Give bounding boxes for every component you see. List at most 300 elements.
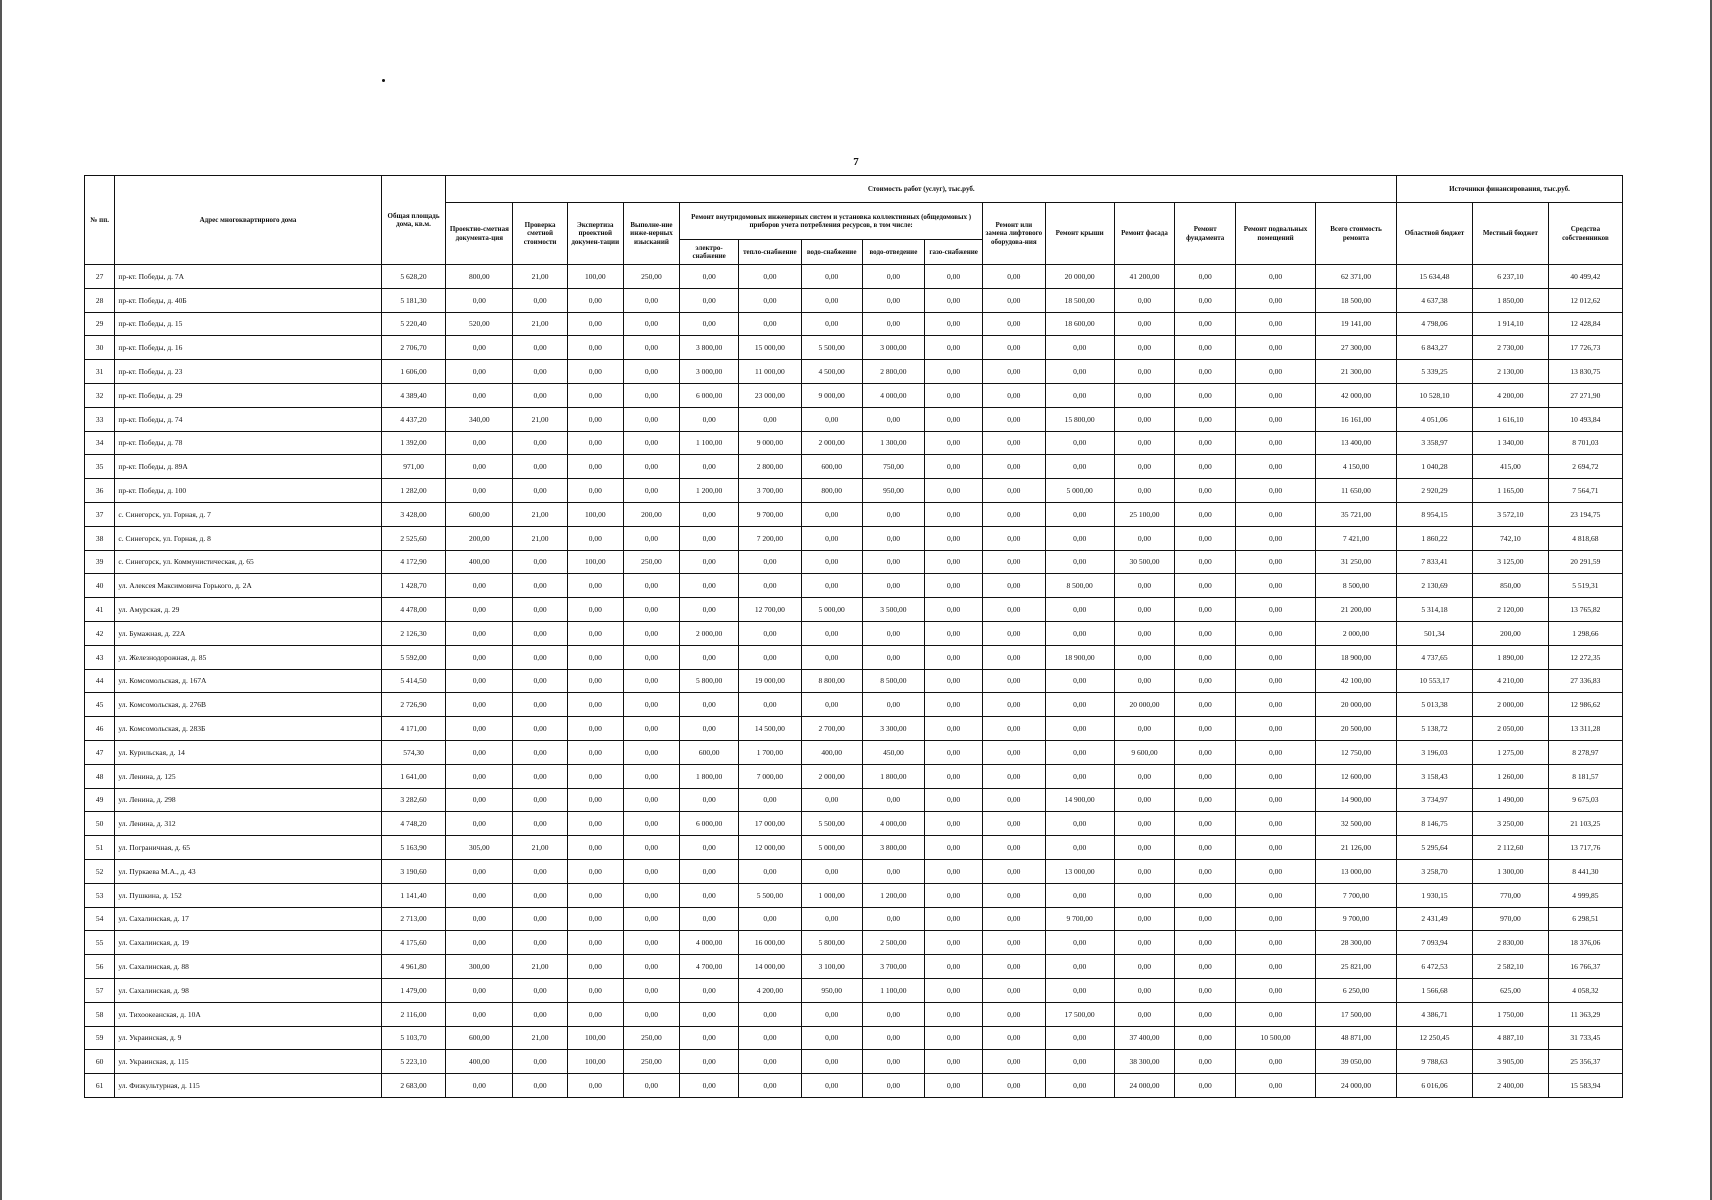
row-value: 0,00 — [1175, 1026, 1236, 1050]
table-row — [85, 1002, 1623, 1026]
row-value: 100,00 — [567, 265, 623, 289]
row-value: 0,00 — [680, 526, 739, 550]
row-address: ул. Бумажная, д. 22А — [115, 621, 381, 645]
header-owners: Средства собственников — [1548, 203, 1622, 265]
row-value: 0,00 — [925, 740, 983, 764]
row-value: 0,00 — [925, 550, 983, 574]
row-address: с. Синегорск, ул. Горная, д. 8 — [115, 526, 381, 550]
row-value: 0,00 — [1175, 431, 1236, 455]
row-value: 0,00 — [1175, 669, 1236, 693]
row-value: 0,00 — [567, 931, 623, 955]
row-value: 0,00 — [446, 788, 513, 812]
row-value: 0,00 — [567, 907, 623, 931]
row-value: 7 200,00 — [739, 526, 802, 550]
table-row — [85, 431, 1623, 455]
row-value: 4 478,00 — [381, 598, 446, 622]
row-value: 8 441,30 — [1548, 859, 1622, 883]
row-value: 13 830,75 — [1548, 360, 1622, 384]
row-value: 0,00 — [623, 836, 680, 860]
row-value: 0,00 — [1114, 574, 1175, 598]
header-cost-group: Стоимость работ (услуг), тыс.руб. — [446, 176, 1397, 203]
table-row — [85, 1050, 1623, 1074]
row-value: 0,00 — [982, 645, 1045, 669]
row-value: 10 500,00 — [1236, 1026, 1316, 1050]
row-number: 45 — [85, 693, 115, 717]
row-value: 17 726,73 — [1548, 336, 1622, 360]
row-value: 0,00 — [1175, 550, 1236, 574]
row-number: 30 — [85, 336, 115, 360]
row-address: ул. Пуркаева М.А., д. 43 — [115, 859, 381, 883]
row-value: 0,00 — [801, 265, 862, 289]
row-value: 12 012,62 — [1548, 288, 1622, 312]
row-value: 0,00 — [862, 907, 925, 931]
row-value: 0,00 — [982, 479, 1045, 503]
row-value: 0,00 — [513, 598, 568, 622]
row-value: 0,00 — [446, 859, 513, 883]
row-value: 0,00 — [623, 455, 680, 479]
row-value: 2 126,30 — [381, 621, 446, 645]
row-value: 8 701,03 — [1548, 431, 1622, 455]
row-value: 200,00 — [1472, 621, 1548, 645]
row-value: 0,00 — [623, 336, 680, 360]
row-value: 2 400,00 — [1472, 1074, 1548, 1098]
row-value: 0,00 — [925, 764, 983, 788]
row-value: 0,00 — [446, 693, 513, 717]
row-value: 0,00 — [982, 598, 1045, 622]
row-value: 0,00 — [446, 717, 513, 741]
row-value: 0,00 — [1236, 788, 1316, 812]
row-value: 0,00 — [1045, 836, 1114, 860]
row-value: 1 300,00 — [1472, 859, 1548, 883]
row-value: 0,00 — [1175, 288, 1236, 312]
row-value: 4 150,00 — [1316, 455, 1397, 479]
row-value: 0,00 — [1114, 883, 1175, 907]
row-value: 5 000,00 — [801, 836, 862, 860]
header-funding-group: Источники финансирования, тыс.руб. — [1397, 176, 1623, 203]
row-address: ул. Тихоокеанская, д. 10А — [115, 1002, 381, 1026]
row-value: 4 961,80 — [381, 955, 446, 979]
row-value: 0,00 — [1236, 265, 1316, 289]
header-local: Местный бюджет — [1472, 203, 1548, 265]
row-value: 5 000,00 — [801, 598, 862, 622]
row-value: 0,00 — [513, 455, 568, 479]
row-value: 1 282,00 — [381, 479, 446, 503]
row-value: 13 000,00 — [1316, 859, 1397, 883]
row-value: 0,00 — [1236, 907, 1316, 931]
row-value: 0,00 — [1175, 693, 1236, 717]
row-value: 0,00 — [982, 312, 1045, 336]
row-value: 2 683,00 — [381, 1074, 446, 1098]
header-check: Проверка сметной стоимости — [513, 203, 568, 265]
header-water: водо-снабжение — [801, 240, 862, 265]
row-address: ул. Пушкина, д. 152 — [115, 883, 381, 907]
row-value: 21,00 — [513, 407, 568, 431]
row-value: 450,00 — [862, 740, 925, 764]
row-value: 0,00 — [1236, 1050, 1316, 1074]
row-value: 0,00 — [1236, 859, 1316, 883]
row-value: 0,00 — [1175, 717, 1236, 741]
row-value: 0,00 — [925, 502, 983, 526]
row-value: 5 223,10 — [381, 1050, 446, 1074]
row-value: 3 800,00 — [680, 336, 739, 360]
row-value: 6 000,00 — [680, 812, 739, 836]
row-value: 0,00 — [925, 836, 983, 860]
row-value: 0,00 — [982, 717, 1045, 741]
row-value: 0,00 — [567, 479, 623, 503]
row-value: 0,00 — [1175, 383, 1236, 407]
row-value: 0,00 — [623, 978, 680, 1002]
row-value: 3 500,00 — [862, 598, 925, 622]
row-number: 32 — [85, 383, 115, 407]
row-value: 3 258,70 — [1397, 859, 1473, 883]
row-value: 0,00 — [680, 836, 739, 860]
row-value: 0,00 — [513, 574, 568, 598]
row-value: 800,00 — [446, 265, 513, 289]
row-address: ул. Железнодорожная, д. 85 — [115, 645, 381, 669]
row-value: 0,00 — [1045, 693, 1114, 717]
row-value: 1 298,66 — [1548, 621, 1622, 645]
row-value: 0,00 — [567, 574, 623, 598]
row-value: 0,00 — [513, 360, 568, 384]
row-value: 14 900,00 — [1045, 788, 1114, 812]
row-value: 21 126,00 — [1316, 836, 1397, 860]
row-value: 0,00 — [925, 288, 983, 312]
table-row — [85, 1026, 1623, 1050]
row-value: 0,00 — [623, 931, 680, 955]
row-value: 0,00 — [680, 645, 739, 669]
row-value: 0,00 — [680, 312, 739, 336]
row-value: 0,00 — [680, 859, 739, 883]
row-value: 2 730,00 — [1472, 336, 1548, 360]
row-address: ул. Комсомольская, д. 167А — [115, 669, 381, 693]
row-value: 625,00 — [1472, 978, 1548, 1002]
row-value: 0,00 — [739, 621, 802, 645]
row-number: 56 — [85, 955, 115, 979]
row-value: 41 200,00 — [1114, 265, 1175, 289]
row-value: 1 200,00 — [680, 479, 739, 503]
row-value: 0,00 — [680, 1050, 739, 1074]
row-value: 1 000,00 — [801, 883, 862, 907]
row-value: 0,00 — [446, 883, 513, 907]
row-value: 0,00 — [925, 1026, 983, 1050]
row-value: 16 000,00 — [739, 931, 802, 955]
row-value: 3 250,00 — [1472, 812, 1548, 836]
row-value: 0,00 — [513, 740, 568, 764]
row-value: 2 112,60 — [1472, 836, 1548, 860]
row-value: 4 000,00 — [680, 931, 739, 955]
row-value: 0,00 — [513, 978, 568, 1002]
table-row — [85, 931, 1623, 955]
row-value: 0,00 — [982, 621, 1045, 645]
row-value: 1 428,70 — [381, 574, 446, 598]
row-value: 0,00 — [567, 812, 623, 836]
row-value: 48 871,00 — [1316, 1026, 1397, 1050]
row-value: 0,00 — [1175, 360, 1236, 384]
table-row — [85, 455, 1623, 479]
row-value: 21,00 — [513, 526, 568, 550]
row-value: 8 800,00 — [801, 669, 862, 693]
table-row — [85, 645, 1623, 669]
row-value: 0,00 — [982, 574, 1045, 598]
row-number: 58 — [85, 1002, 115, 1026]
table-row — [85, 836, 1623, 860]
row-value: 0,00 — [446, 764, 513, 788]
row-value: 9 000,00 — [801, 383, 862, 407]
row-value: 5 414,50 — [381, 669, 446, 693]
row-address: ул. Украинская, д. 115 — [115, 1050, 381, 1074]
row-value: 21 103,25 — [1548, 812, 1622, 836]
row-value: 3 300,00 — [862, 717, 925, 741]
header-total: Всего стоимость ремонта — [1316, 203, 1397, 265]
row-value: 0,00 — [1114, 645, 1175, 669]
row-value: 0,00 — [623, 621, 680, 645]
row-value: 0,00 — [1175, 907, 1236, 931]
row-value: 0,00 — [1045, 502, 1114, 526]
row-address: с. Синегорск, ул. Коммунистическая, д. 65 — [115, 550, 381, 574]
row-value: 0,00 — [982, 502, 1045, 526]
row-value: 1 392,00 — [381, 431, 446, 455]
row-value: 0,00 — [623, 955, 680, 979]
row-value: 0,00 — [623, 479, 680, 503]
table-row — [85, 360, 1623, 384]
row-value: 0,00 — [513, 336, 568, 360]
row-value: 0,00 — [567, 407, 623, 431]
row-value: 3 572,10 — [1472, 502, 1548, 526]
row-value: 0,00 — [982, 883, 1045, 907]
row-number: 48 — [85, 764, 115, 788]
row-value: 0,00 — [1045, 336, 1114, 360]
row-value: 11 363,29 — [1548, 1002, 1622, 1026]
row-value: 0,00 — [1236, 431, 1316, 455]
row-value: 0,00 — [1114, 788, 1175, 812]
row-value: 42 100,00 — [1316, 669, 1397, 693]
row-value: 15 000,00 — [739, 336, 802, 360]
row-value: 7 421,00 — [1316, 526, 1397, 550]
row-value: 100,00 — [567, 1026, 623, 1050]
row-value: 18 900,00 — [1316, 645, 1397, 669]
row-value: 24 000,00 — [1114, 1074, 1175, 1098]
row-value: 0,00 — [1236, 360, 1316, 384]
row-value: 0,00 — [1175, 740, 1236, 764]
row-value: 0,00 — [680, 907, 739, 931]
row-value: 0,00 — [567, 621, 623, 645]
row-value: 0,00 — [446, 1002, 513, 1026]
row-value: 0,00 — [925, 645, 983, 669]
row-value: 9 700,00 — [1045, 907, 1114, 931]
row-value: 0,00 — [739, 1026, 802, 1050]
table-row — [85, 621, 1623, 645]
row-value: 1 641,00 — [381, 764, 446, 788]
row-value: 0,00 — [680, 978, 739, 1002]
row-value: 0,00 — [680, 717, 739, 741]
row-value: 0,00 — [623, 812, 680, 836]
row-value: 21 200,00 — [1316, 598, 1397, 622]
row-value: 0,00 — [982, 1050, 1045, 1074]
row-value: 0,00 — [1045, 669, 1114, 693]
row-value: 0,00 — [623, 526, 680, 550]
row-value: 0,00 — [862, 550, 925, 574]
row-value: 0,00 — [680, 407, 739, 431]
row-value: 5 500,00 — [739, 883, 802, 907]
row-value: 35 721,00 — [1316, 502, 1397, 526]
row-value: 3 700,00 — [739, 479, 802, 503]
row-value: 100,00 — [567, 550, 623, 574]
row-value: 0,00 — [1236, 978, 1316, 1002]
row-value: 300,00 — [446, 955, 513, 979]
row-value: 2 582,10 — [1472, 955, 1548, 979]
row-value: 0,00 — [982, 859, 1045, 883]
row-value: 0,00 — [567, 598, 623, 622]
header-no: № пп. — [85, 176, 115, 265]
row-value: 0,00 — [1114, 764, 1175, 788]
row-value: 3 100,00 — [801, 955, 862, 979]
row-value: 0,00 — [862, 693, 925, 717]
row-value: 9 675,03 — [1548, 788, 1622, 812]
row-value: 0,00 — [801, 1026, 862, 1050]
row-value: 971,00 — [381, 455, 446, 479]
row-value: 0,00 — [446, 931, 513, 955]
row-value: 0,00 — [680, 693, 739, 717]
row-value: 0,00 — [513, 717, 568, 741]
row-value: 0,00 — [1045, 598, 1114, 622]
row-value: 5 103,70 — [381, 1026, 446, 1050]
row-value: 13 400,00 — [1316, 431, 1397, 455]
row-value: 27 336,83 — [1548, 669, 1622, 693]
row-value: 0,00 — [925, 788, 983, 812]
row-value: 0,00 — [1175, 265, 1236, 289]
row-value: 0,00 — [567, 431, 623, 455]
row-value: 0,00 — [567, 645, 623, 669]
row-value: 20 500,00 — [1316, 717, 1397, 741]
row-value: 0,00 — [862, 265, 925, 289]
row-address: ул. Сахалинская, д. 98 — [115, 978, 381, 1002]
row-value: 5 220,40 — [381, 312, 446, 336]
row-value: 0,00 — [680, 788, 739, 812]
row-value: 0,00 — [1114, 955, 1175, 979]
table-row — [85, 1074, 1623, 1098]
scan-speck — [382, 79, 385, 82]
row-value: 4 210,00 — [1472, 669, 1548, 693]
row-value: 1 260,00 — [1472, 764, 1548, 788]
row-value: 0,00 — [680, 1002, 739, 1026]
table-row — [85, 978, 1623, 1002]
row-value: 5 013,38 — [1397, 693, 1473, 717]
row-value: 1 200,00 — [862, 883, 925, 907]
row-value: 0,00 — [982, 931, 1045, 955]
row-number: 35 — [85, 455, 115, 479]
row-value: 20 000,00 — [1316, 693, 1397, 717]
row-value: 3 905,00 — [1472, 1050, 1548, 1074]
row-value: 0,00 — [1114, 336, 1175, 360]
row-value: 5 339,25 — [1397, 360, 1473, 384]
table-row — [85, 407, 1623, 431]
row-value: 0,00 — [680, 455, 739, 479]
row-value: 0,00 — [801, 550, 862, 574]
row-value: 0,00 — [982, 955, 1045, 979]
row-value: 18 900,00 — [1045, 645, 1114, 669]
row-value: 0,00 — [1175, 788, 1236, 812]
row-value: 62 371,00 — [1316, 265, 1397, 289]
row-value: 0,00 — [1236, 502, 1316, 526]
row-value: 0,00 — [623, 288, 680, 312]
row-value: 39 050,00 — [1316, 1050, 1397, 1074]
row-value: 0,00 — [925, 669, 983, 693]
row-value: 14 000,00 — [739, 955, 802, 979]
row-value: 0,00 — [1236, 1002, 1316, 1026]
row-value: 25 821,00 — [1316, 955, 1397, 979]
row-value: 0,00 — [1175, 1074, 1236, 1098]
row-value: 2 726,90 — [381, 693, 446, 717]
row-value: 0,00 — [925, 526, 983, 550]
row-value: 0,00 — [982, 1026, 1045, 1050]
row-value: 250,00 — [623, 1026, 680, 1050]
row-value: 0,00 — [680, 574, 739, 598]
row-value: 0,00 — [739, 788, 802, 812]
row-value: 0,00 — [925, 812, 983, 836]
row-value: 0,00 — [1175, 502, 1236, 526]
header-roof: Ремонт крыши — [1045, 203, 1114, 265]
row-value: 0,00 — [1114, 526, 1175, 550]
row-value: 5 163,90 — [381, 836, 446, 860]
row-value: 18 500,00 — [1045, 288, 1114, 312]
row-value: 0,00 — [446, 360, 513, 384]
row-value: 8 181,57 — [1548, 764, 1622, 788]
row-value: 3 734,97 — [1397, 788, 1473, 812]
row-value: 17 500,00 — [1316, 1002, 1397, 1026]
row-value: 31 733,45 — [1548, 1026, 1622, 1050]
row-value: 0,00 — [862, 526, 925, 550]
row-value: 2 116,00 — [381, 1002, 446, 1026]
row-number: 39 — [85, 550, 115, 574]
row-value: 2 713,00 — [381, 907, 446, 931]
row-value: 0,00 — [982, 550, 1045, 574]
row-value: 0,00 — [925, 1074, 983, 1098]
row-value: 14 900,00 — [1316, 788, 1397, 812]
row-value: 0,00 — [925, 859, 983, 883]
row-value: 0,00 — [1236, 574, 1316, 598]
row-number: 59 — [85, 1026, 115, 1050]
row-value: 3 282,60 — [381, 788, 446, 812]
row-value: 4 798,06 — [1397, 312, 1473, 336]
row-value: 0,00 — [1045, 550, 1114, 574]
row-value: 1 490,00 — [1472, 788, 1548, 812]
row-value: 0,00 — [1114, 312, 1175, 336]
row-value: 0,00 — [925, 360, 983, 384]
row-value: 0,00 — [567, 455, 623, 479]
row-value: 0,00 — [862, 859, 925, 883]
header-regional: Областной бюджет — [1397, 203, 1473, 265]
row-value: 0,00 — [567, 788, 623, 812]
row-value: 0,00 — [1236, 526, 1316, 550]
table-row — [85, 740, 1623, 764]
row-value: 0,00 — [739, 407, 802, 431]
row-value: 742,10 — [1472, 526, 1548, 550]
row-value: 0,00 — [567, 693, 623, 717]
row-value: 5 519,31 — [1548, 574, 1622, 598]
row-value: 0,00 — [925, 598, 983, 622]
row-value: 12 272,35 — [1548, 645, 1622, 669]
row-value: 200,00 — [446, 526, 513, 550]
row-value: 27 300,00 — [1316, 336, 1397, 360]
header-facade: Ремонт фасада — [1114, 203, 1175, 265]
table-row — [85, 598, 1623, 622]
row-value: 0,00 — [1236, 621, 1316, 645]
row-number: 43 — [85, 645, 115, 669]
row-value: 1 860,22 — [1397, 526, 1473, 550]
row-value: 2 920,29 — [1397, 479, 1473, 503]
row-value: 0,00 — [1175, 931, 1236, 955]
row-value: 0,00 — [1175, 574, 1236, 598]
